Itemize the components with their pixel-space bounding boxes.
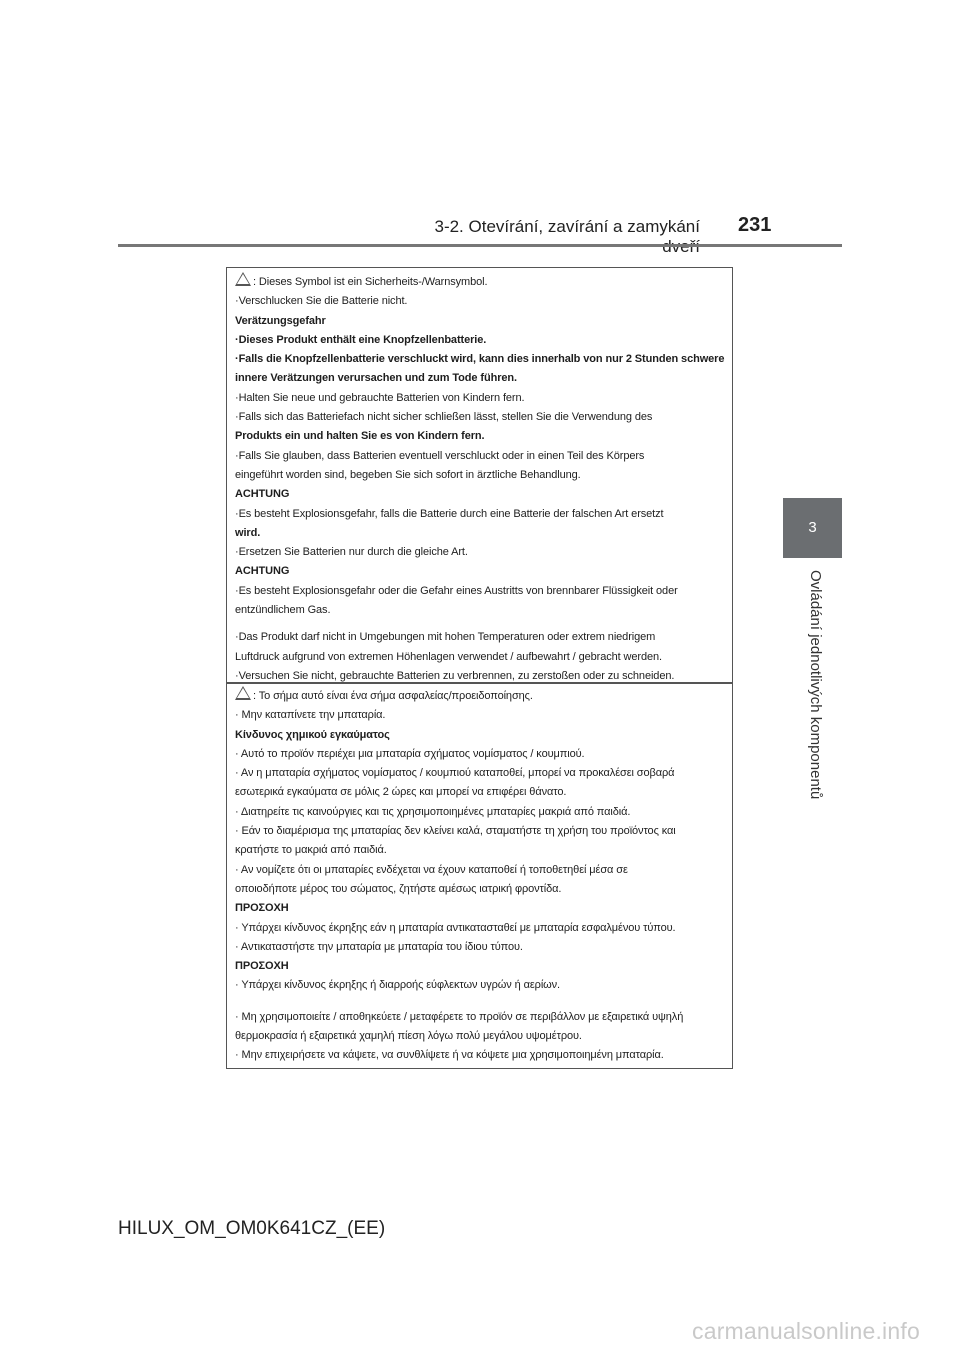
chapter-tab: 3 [783,498,842,558]
watermark-text: carmanualsonline.info [692,1318,920,1344]
warning-line: θερμοκρασία ή εξαιρετικά χαμηλή πίεση λόγω πολύ μεγάλου υψομέτρου. [235,1030,582,1043]
warning-line: · Διατηρείτε τις καινούργιες και τις χρησιμοποιημένες μπαταρίες μακριά από παιδιά. [235,805,631,818]
warning-line: ·Dieses Produkt enthält eine Knopfzellenbatterie. [235,333,487,346]
warning-line: · Υπάρχει κίνδυνος έκρηξης εάν η μπαταρία αντικατασταθεί με μπαταρία εσφαλμένου τύπου. [235,921,676,934]
warning-heading: Verätzungsgefahr [235,314,326,327]
warning-section-greek [235,686,726,1066]
warning-line: innere Verätzungen verursachen und zum Tode führen. [235,372,517,385]
warning-line: entzündlichem Gas. [235,604,331,617]
warning-line: · Υπάρχει κίνδυνος έκρηξης ή διαρροής εύφλεκτων υγρών ή αερίων. [235,979,561,992]
warning-line: : Dieses Symbol ist ein Sicherheits-/Warnsymbol. [235,272,726,292]
warning-line: · Μη χρησιμοποιείτε / αποθηκεύετε / μεταφέρετε το προϊόν σε περιβάλλον με εξαιρετικά υψηλή [235,1010,684,1023]
warning-triangle-icon [235,272,251,286]
warning-section-german [235,272,726,686]
warning-line: · Μην επιχειρήσετε να κάψετε, να συνθλίψετε ή να κόψετε μια χρησιμοποιημένη μπαταρία. [235,1049,664,1062]
header-title: 3-2. Otevírání, zavírání a zamykání [434,217,700,236]
warning-heading: ACHTUNG [235,565,290,578]
warning-line: · Εάν το διαμέρισμα της μπαταρίας δεν κλείνει καλά, σταματήστε τη χρήση του προϊόντος και [235,825,676,838]
warning-line: ·Ersetzen Sie Batterien nur durch die gleiche Art. [235,546,468,559]
warning-heading: ACHTUNG [235,488,290,501]
page-number: 231 [738,214,772,236]
warning-line: ·Es besteht Explosionsgefahr oder die Gefahr eines Austritts von brennbarer Flüssigkeit oder [235,584,678,597]
warning-triangle-icon [235,686,251,700]
warning-line: ·Falls die Knopfzellenbatterie verschluckt wird, kann dies innerhalb von nur 2 Stunden schwere [235,353,725,366]
warning-line: ·Falls Sie glauben, dass Batterien eventuell verschluckt oder in einen Teil des Körpers [235,449,645,462]
warning-line: ·Versuchen Sie nicht, gebrauchte Batterien zu verbrennen, zu zerstoßen oder zu schneiden. [235,669,675,682]
header-rule [118,244,842,247]
warning-line: · Αν η μπαταρία σχήματος νομίσματος / κουμπιού καταποθεί, μπορεί να προκαλέσει σοβαρά [235,767,675,780]
warning-line: οποιοδήποτε μέρος του σώματος, ζητήστε αμέσως ιατρική φροντίδα. [235,882,562,895]
battery-warning-label [226,267,733,1069]
warning-line: ·Falls sich das Batteriefach nicht sicher schließen lässt, stellen Sie die Verwendung des [235,411,653,424]
warning-line: eingeführt worden sind, begeben Sie sich sofort in ärztliche Behandlung. [235,468,581,481]
warning-line: ·Verschlucken Sie die Batterie nicht. [235,295,408,308]
warning-line: ·Halten Sie neue und gebrauchte Batterien von Kindern fern. [235,391,525,404]
warning-heading: ΠΡΟΣΟΧΗ [235,960,289,973]
chapter-side-label: Ovládání jednotlivých komponentů [807,570,824,800]
warning-line: : Το σήμα αυτό είναι ένα σήμα ασφαλείας/προειδοποίησης. [235,686,726,706]
warning-line: · Μην καταπίνετε την μπαταρία. [235,709,386,722]
warning-line: ·Es besteht Explosionsgefahr, falls die Batterie durch eine Batterie der falschen Art ersetzt [235,507,664,520]
warning-line: κρατήστε το μακριά από παιδιά. [235,844,387,857]
warning-line: Luftdruck aufgrund von extremen Höhenlagen verwendet / aufbewahrt / gebracht werden. [235,650,662,663]
warning-line: wird. [235,526,261,539]
warning-line: ·Das Produkt darf nicht in Umgebungen mit hohen Temperaturen oder extrem niedrigem [235,631,656,644]
warning-heading: Κίνδυνος χημικού εγκαύματος [235,728,390,741]
warning-divider [227,682,732,684]
warning-line: Produkts ein und halten Sie es von Kindern fern. [235,430,485,443]
warning-line: · Αν νομίζετε ότι οι μπαταρίες ενδέχεται να έχουν καταποθεί ή τοποθετηθεί μέσα σε [235,863,628,876]
warning-line: · Αυτό το προϊόν περιέχει μια μπαταρία σχήματος νομίσματος / κουμπιού. [235,747,585,760]
warning-heading: ΠΡΟΣΟΧΗ [235,902,289,915]
warning-line: · Αντικαταστήστε την μπαταρία με μπαταρία του ίδιου τύπου. [235,940,523,953]
document-code: HILUX_OM_OM0K641CZ_(EE) [118,1218,386,1239]
warning-line: εσωτερικά εγκαύματα σε μόλις 2 ώρες και μπορεί να επιφέρει θάνατο. [235,786,567,799]
